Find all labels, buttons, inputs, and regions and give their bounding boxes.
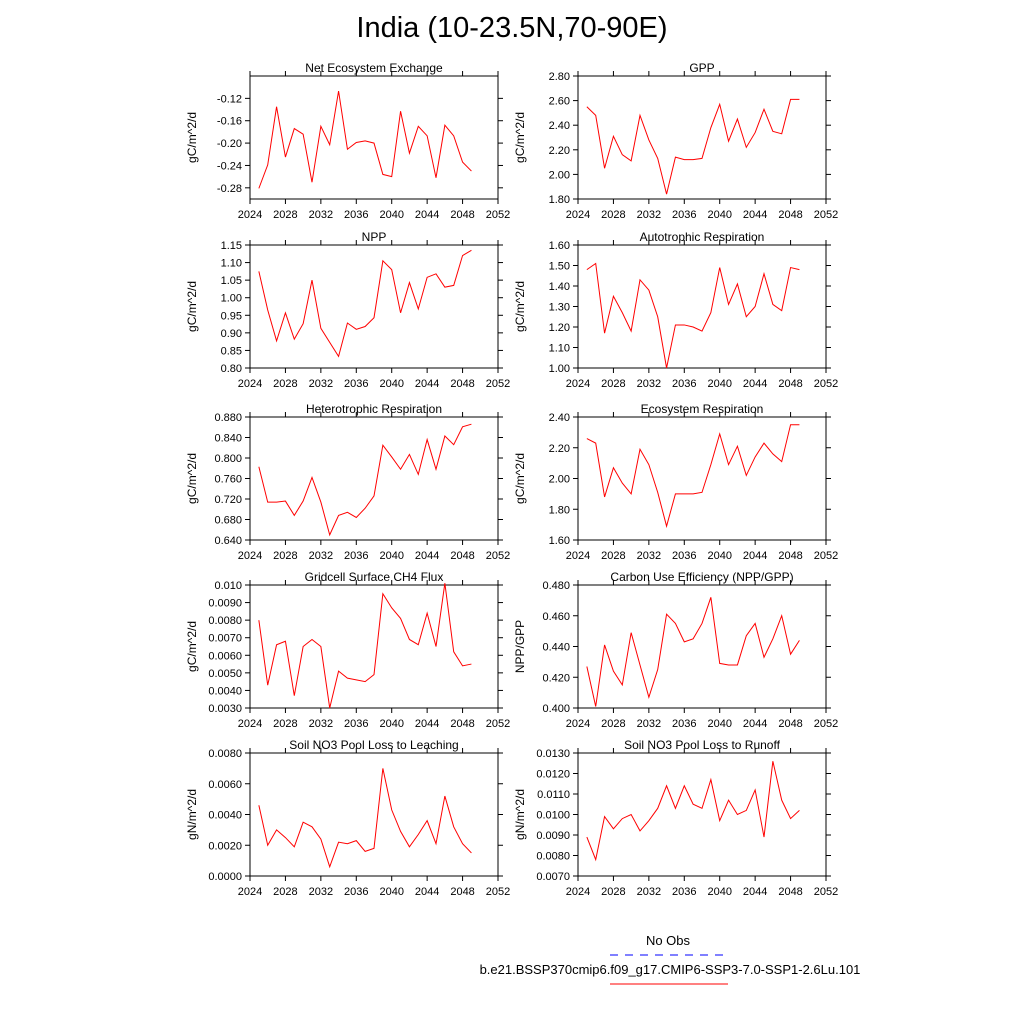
- y-tick-label: 0.480: [542, 580, 570, 592]
- y-tick-label: 0.0060: [208, 650, 242, 663]
- panel-title: Heterotrophic Respiration: [305, 402, 443, 416]
- y-tick-label: 1.60: [548, 240, 570, 252]
- x-tick-label: 2024: [565, 718, 591, 730]
- x-tick-label: 2044: [414, 550, 440, 562]
- x-tick-label: 2032: [308, 718, 334, 730]
- y-tick-label: -0.20: [216, 138, 242, 151]
- x-tick-label: 2048: [778, 209, 803, 221]
- x-tick-label: 2040: [707, 550, 732, 562]
- x-tick-label: 2052: [485, 209, 511, 221]
- plot-frame: [250, 245, 498, 368]
- y-tick-label: 0.400: [542, 703, 570, 715]
- x-tick-label: 2024: [565, 209, 591, 221]
- x-tick-label: 2048: [778, 550, 803, 562]
- y-tick-label: 2.80: [548, 71, 570, 83]
- x-tick-label: 2024: [237, 886, 263, 898]
- legend-label-obs: No Obs: [645, 933, 691, 948]
- plot-frame: [578, 245, 826, 368]
- y-tick-label: -0.12: [216, 93, 242, 106]
- y-tick-label: 1.15: [220, 240, 242, 252]
- y-tick-label: 2.00: [548, 473, 570, 486]
- y-tick-label: 1.05: [220, 275, 242, 288]
- plot-frame: [578, 417, 826, 540]
- y-tick-label: 1.00: [220, 292, 242, 305]
- x-tick-label: 2036: [672, 886, 697, 898]
- x-tick-label: 2032: [308, 886, 334, 898]
- y-tick-label: 0.0110: [537, 789, 570, 801]
- y-tick-label: 2.60: [548, 95, 570, 108]
- y-tick-label: 0.0030: [208, 703, 242, 715]
- series-line: [259, 424, 472, 535]
- x-tick-label: 2036: [672, 209, 697, 221]
- y-axis-label: gN/m^2/d: [513, 789, 527, 840]
- x-tick-label: 2028: [273, 718, 298, 730]
- x-tick-label: 2052: [485, 886, 511, 898]
- x-tick-label: 2036: [672, 718, 697, 730]
- y-tick-label: 0.010: [214, 580, 242, 592]
- y-tick-label: 0.0120: [536, 768, 570, 781]
- y-axis-label: gC/m^2/d: [185, 453, 199, 504]
- y-tick-label: -0.24: [216, 160, 242, 173]
- y-tick-label: 1.50: [548, 260, 570, 273]
- x-tick-label: 2052: [813, 209, 839, 221]
- x-tick-label: 2048: [778, 378, 803, 390]
- panel-title: NPP: [361, 230, 387, 244]
- panel-10: [513, 738, 838, 898]
- panel-1: [185, 61, 510, 221]
- panel-title: Soil NO3 Pool Loss to Leaching: [289, 738, 459, 752]
- x-tick-label: 2044: [742, 550, 768, 562]
- y-tick-label: 0.460: [542, 610, 570, 623]
- x-tick-label: 2044: [414, 209, 440, 221]
- panel-8: [513, 570, 838, 730]
- panel-3: [185, 230, 510, 390]
- x-tick-label: 2040: [707, 886, 732, 898]
- y-tick-label: 1.30: [548, 301, 570, 314]
- x-tick-label: 2024: [565, 886, 591, 898]
- series-line: [259, 583, 472, 708]
- x-tick-label: 2040: [379, 550, 404, 562]
- x-tick-label: 2052: [813, 718, 839, 730]
- x-tick-label: 2032: [636, 550, 662, 562]
- y-tick-label: 0.0130: [536, 748, 570, 760]
- x-tick-label: 2040: [379, 378, 404, 390]
- x-tick-label: 2048: [450, 209, 475, 221]
- y-tick-label: 0.720: [214, 494, 242, 506]
- x-tick-label: 2028: [601, 378, 626, 390]
- y-axis-label: NPP/GPP: [513, 619, 527, 674]
- panel-title: Gridcell Surface CH4 Flux: [304, 570, 444, 584]
- y-tick-label: 0.760: [214, 473, 242, 486]
- x-tick-label: 2040: [379, 209, 404, 221]
- plot-frame: [250, 585, 498, 708]
- y-tick-label: 2.20: [548, 144, 570, 157]
- x-tick-label: 2028: [273, 378, 298, 390]
- y-tick-label: 0.0040: [208, 809, 242, 822]
- x-tick-label: 2048: [450, 378, 475, 390]
- x-tick-label: 2024: [237, 718, 263, 730]
- y-tick-label: -0.16: [216, 115, 242, 128]
- y-tick-label: 0.680: [214, 514, 242, 527]
- y-tick-label: 0.90: [220, 327, 242, 340]
- y-tick-label: 0.0080: [208, 615, 242, 628]
- x-tick-label: 2036: [344, 378, 369, 390]
- y-tick-label: 1.10: [548, 342, 570, 355]
- y-tick-label: 0.0070: [536, 871, 570, 883]
- y-tick-label: 2.00: [548, 169, 570, 182]
- x-tick-label: 2052: [813, 886, 839, 898]
- y-tick-label: 0.80: [220, 363, 242, 375]
- y-axis-label: gC/m^2/d: [513, 453, 527, 504]
- x-tick-label: 2024: [237, 209, 263, 221]
- y-axis-label: gC/m^2/d: [513, 112, 527, 163]
- y-tick-label: 2.20: [548, 442, 570, 455]
- x-tick-label: 2024: [237, 550, 263, 562]
- x-tick-label: 2036: [672, 378, 697, 390]
- x-tick-label: 2052: [813, 550, 839, 562]
- x-tick-label: 2040: [379, 886, 404, 898]
- x-tick-label: 2044: [742, 378, 768, 390]
- figure-title: India (10-23.5N,70-90E): [356, 12, 668, 44]
- x-tick-label: 2032: [636, 209, 662, 221]
- y-tick-label: 1.20: [548, 322, 570, 334]
- y-tick-label: 0.0090: [208, 597, 242, 610]
- x-tick-label: 2028: [601, 718, 626, 730]
- series-line: [587, 597, 800, 706]
- y-tick-label: 1.10: [220, 257, 242, 270]
- y-tick-label: 2.40: [548, 412, 570, 424]
- y-tick-label: 1.00: [548, 363, 570, 375]
- panel-title: Soil NO3 Pool Loss to Runoff: [624, 738, 780, 752]
- series-line: [259, 91, 472, 188]
- y-tick-label: 0.0070: [208, 632, 242, 645]
- x-tick-label: 2044: [414, 886, 440, 898]
- x-tick-label: 2044: [742, 209, 768, 221]
- y-tick-label: 0.0080: [536, 850, 570, 863]
- x-tick-label: 2032: [308, 378, 334, 390]
- series-line: [587, 761, 800, 859]
- plot-frame: [578, 76, 826, 199]
- y-tick-label: 0.880: [214, 412, 242, 424]
- y-tick-label: 0.840: [214, 432, 242, 445]
- panel-title: GPP: [689, 61, 715, 75]
- y-tick-label: 1.40: [548, 281, 570, 293]
- y-axis-label: gC/m^2/d: [185, 112, 199, 163]
- panel-5: [185, 402, 510, 562]
- x-tick-label: 2024: [565, 550, 591, 562]
- x-tick-label: 2048: [450, 886, 475, 898]
- panel-2: [513, 61, 838, 221]
- series-line: [587, 263, 800, 368]
- series-line: [259, 768, 472, 866]
- x-tick-label: 2036: [344, 209, 369, 221]
- x-tick-label: 2052: [485, 378, 511, 390]
- y-tick-label: 2.40: [548, 120, 570, 133]
- x-tick-label: 2052: [813, 378, 839, 390]
- x-tick-label: 2036: [344, 886, 369, 898]
- x-tick-label: 2036: [672, 550, 697, 562]
- x-tick-label: 2048: [778, 886, 803, 898]
- plot-frame: [250, 76, 498, 199]
- plot-frame: [250, 753, 498, 876]
- panel-title: Ecosystem Respiration: [640, 402, 764, 416]
- y-tick-label: 0.0040: [208, 685, 242, 698]
- y-tick-label: 0.800: [214, 453, 242, 465]
- panel-4: [513, 230, 838, 390]
- x-tick-label: 2032: [636, 718, 662, 730]
- x-tick-label: 2048: [450, 550, 475, 562]
- x-tick-label: 2028: [273, 886, 298, 898]
- panel-9: [185, 738, 510, 898]
- series-line: [259, 250, 472, 356]
- x-tick-label: 2028: [273, 550, 298, 562]
- x-tick-label: 2028: [273, 209, 298, 221]
- y-tick-label: 0.0080: [208, 748, 242, 760]
- y-axis-label: gC/m^2/d: [185, 621, 199, 672]
- x-tick-label: 2044: [414, 718, 440, 730]
- x-tick-label: 2028: [601, 209, 626, 221]
- x-tick-label: 2044: [742, 718, 768, 730]
- x-tick-label: 2048: [778, 718, 803, 730]
- y-tick-label: 1.60: [548, 535, 570, 547]
- x-tick-label: 2040: [707, 209, 732, 221]
- x-tick-label: 2048: [450, 718, 475, 730]
- panel-6: [513, 402, 838, 562]
- x-tick-label: 2040: [707, 378, 732, 390]
- legend-label-case: b.e21.BSSP370cmip6.f09_g17.CMIP6-SSP3-7.0-SSP1-2.6Lu.101: [479, 962, 861, 977]
- y-tick-label: 0.95: [220, 310, 242, 323]
- y-tick-label: 0.85: [220, 345, 242, 358]
- x-tick-label: 2024: [565, 378, 591, 390]
- x-tick-label: 2036: [344, 550, 369, 562]
- series-line: [587, 425, 800, 526]
- x-tick-label: 2032: [636, 378, 662, 390]
- x-tick-label: 2044: [742, 886, 768, 898]
- panel-title: Autotrophic Respiration: [639, 230, 765, 244]
- y-tick-label: 0.0000: [208, 871, 242, 883]
- x-tick-label: 2032: [308, 209, 334, 221]
- x-tick-label: 2040: [707, 718, 732, 730]
- y-axis-label: gC/m^2/d: [513, 281, 527, 332]
- panel-title: Net Ecosystem Exchange: [305, 61, 443, 75]
- x-tick-label: 2032: [308, 550, 334, 562]
- y-tick-label: 0.440: [542, 641, 570, 654]
- y-axis-label: gN/m^2/d: [185, 789, 199, 840]
- panel-7: [185, 570, 510, 730]
- series-line: [587, 99, 800, 194]
- x-tick-label: 2040: [379, 718, 404, 730]
- y-tick-label: 0.0090: [536, 830, 570, 842]
- x-tick-label: 2032: [636, 886, 662, 898]
- y-axis-label: gC/m^2/d: [185, 281, 199, 332]
- y-tick-label: 0.0020: [208, 840, 242, 853]
- plot-frame: [250, 417, 498, 540]
- x-tick-label: 2024: [237, 378, 263, 390]
- y-tick-label: 0.640: [214, 535, 242, 547]
- y-tick-label: 0.0060: [208, 778, 242, 791]
- x-tick-label: 2044: [414, 378, 440, 390]
- panel-title: Carbon Use Efficiency (NPP/GPP): [610, 570, 794, 584]
- x-tick-label: 2028: [601, 550, 626, 562]
- y-tick-label: 1.80: [548, 504, 570, 517]
- x-tick-label: 2036: [344, 718, 369, 730]
- y-tick-label: 0.0100: [536, 809, 570, 822]
- x-tick-label: 2052: [485, 718, 511, 730]
- y-tick-label: 1.80: [548, 194, 570, 206]
- x-tick-label: 2052: [485, 550, 511, 562]
- x-tick-label: 2028: [601, 886, 626, 898]
- y-tick-label: 0.420: [542, 672, 570, 685]
- y-tick-label: -0.28: [216, 182, 242, 195]
- y-tick-label: 0.0050: [208, 667, 242, 680]
